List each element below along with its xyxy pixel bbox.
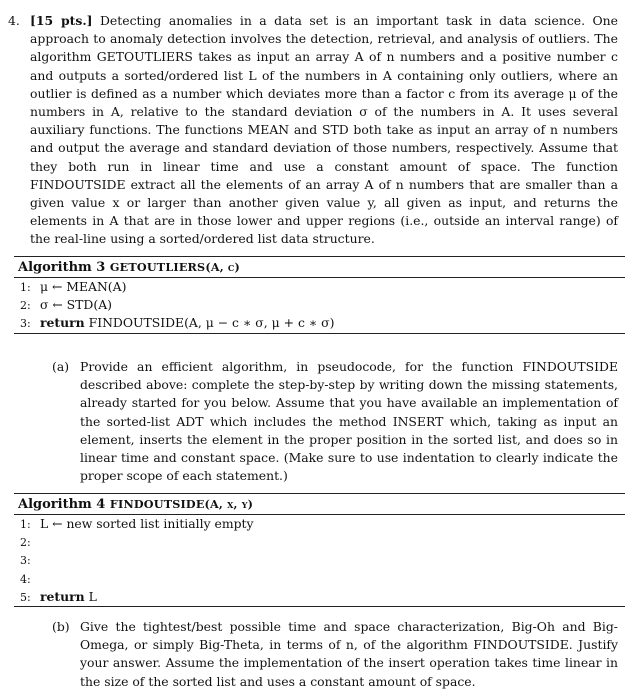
algorithm-line <box>14 588 625 606</box>
algorithm-3-caption <box>14 257 625 278</box>
line-number: 2: <box>20 536 31 550</box>
return-keyword: return <box>39 588 85 604</box>
line-text: L <box>88 588 97 604</box>
part-a-text: Provide an efficient algorithm, in pseudocode, for the function FINDOUTSIDE described above: complete the step-by-step by writing down the missing statements, already started for you below. Assume that you have available an implementation of the sorted-list ADT which includes the method INSERT which, taking as input an element, inserts the element in the proper position in the sorted list, and does so in linear time and constant space. (Make sure to use indentation to clearly indicate the proper scope of each statement.) <box>80 359 618 484</box>
problem-text: Detecting anomalies in a data set is an important task in data science. One approach to anomaly detection involves the detection, retrieval, and analysis of outliers. The algorithm GETOUTLIERS takes as input an array A of n numbers and a positive number c and outputs a sorted/ordered list L of the numbers in A containing only outliers, where an outlier is defined as a number which deviates more than a factor c from its average μ of the numbers in A, relative to the standard deviation σ of the numbers in A. It uses several auxiliary functions. The functions MEAN and STD both take as input an array of n numbers and output the average and standard deviation of those numbers, respectively. Assume that they both run in linear time and use a constant amount of space. The function FINDOUTSIDE extract all the elements of an array A of n numbers that are smaller than a given value x or larger than another given value y, all given as input, and returns the elements in A that are in those lower and upper regions (i.e., outside an interval range) of the real-line using a sorted/ordered list data structure. <box>30 13 618 247</box>
problem-statement <box>8 12 618 249</box>
problem-number: 4. <box>8 13 20 28</box>
algorithm-line <box>14 515 625 533</box>
line-number: 5: <box>20 590 31 604</box>
algorithm-3-name: GETOUTLIERS(A, c) <box>109 260 240 274</box>
algorithm-line <box>14 533 625 551</box>
line-number: 1: <box>20 281 31 294</box>
return-keyword: return <box>39 315 85 331</box>
algorithm-4-label: Algorithm 4 <box>18 497 106 512</box>
line-text: μ ← MEAN(A) <box>39 279 127 294</box>
line-number: 4: <box>20 572 31 586</box>
algorithm-3-box <box>14 256 625 334</box>
part-b <box>52 618 618 691</box>
algorithm-line <box>14 570 625 588</box>
line-text: L ← new sorted list initially empty <box>39 516 254 531</box>
part-b-text: Give the tightest/best possible time and space characterization, Big-Oh and Big-Omega, or simply Big-Theta, in terms of n, of the algorithm FINDOUTSIDE. Justify your answer. Assume the implementation of the insert operation takes time linear in the size of the sorted list and uses a constant amount of space. <box>80 619 618 689</box>
algorithm-3-label: Algorithm 3 <box>18 260 106 275</box>
algorithm-4-box <box>14 493 625 607</box>
line-number: 3: <box>20 554 31 568</box>
part-a-label: (a) <box>52 359 70 374</box>
algorithm-4-name: FINDOUTSIDE(A, x, y) <box>109 497 254 511</box>
algorithm-line <box>14 278 625 296</box>
algorithm-line <box>14 551 625 569</box>
line-text: FINDOUTSIDE(A, μ − c ∗ σ, μ + c ∗ σ) <box>88 315 335 331</box>
line-number: 1: <box>20 518 31 531</box>
part-a <box>52 358 618 485</box>
line-text: σ ← STD(A) <box>39 297 112 313</box>
algorithm-line <box>14 296 625 314</box>
algorithm-4-caption <box>14 494 625 515</box>
line-number: 3: <box>20 317 31 331</box>
part-b-label: (b) <box>52 619 70 634</box>
problem-points: [15 pts.] <box>30 13 93 28</box>
algorithm-line <box>14 314 625 332</box>
line-number: 2: <box>20 299 31 313</box>
